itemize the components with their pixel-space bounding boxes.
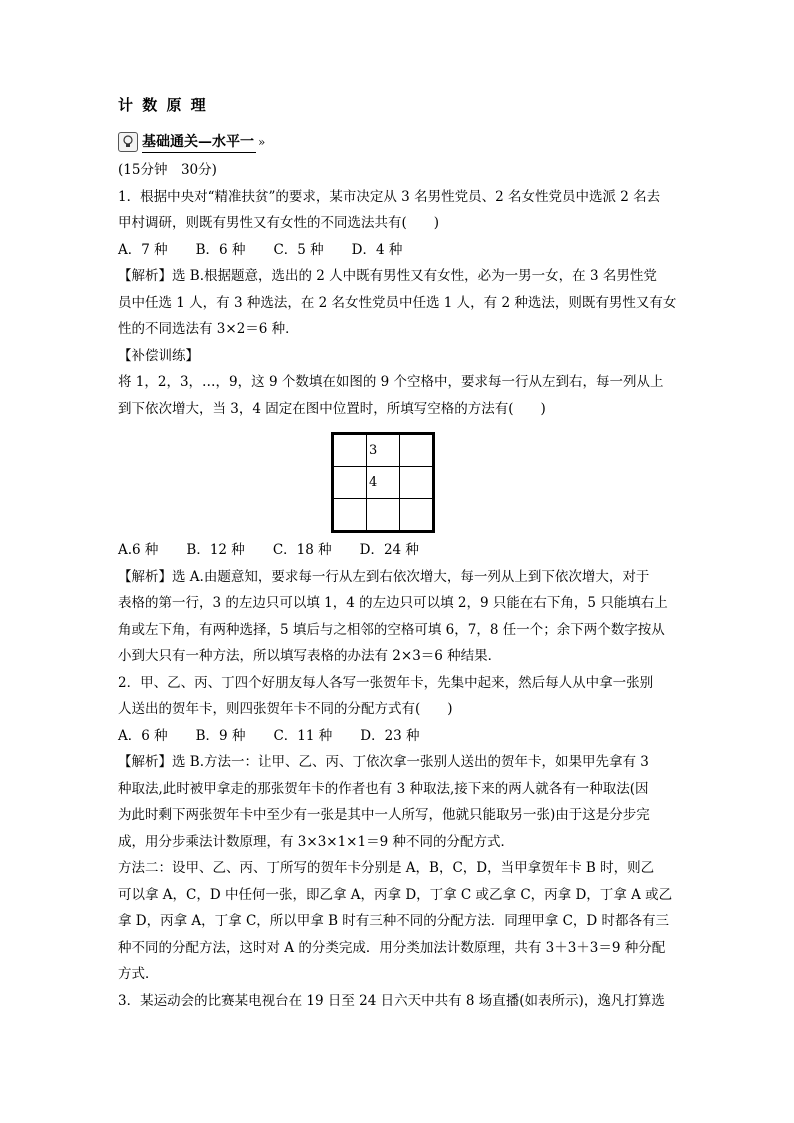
page-title: 计 数 原 理 <box>118 96 208 114</box>
number-grid <box>331 432 435 533</box>
option-b: B．12 种 <box>186 542 245 558</box>
q2-line-2: 人送出的贺年卡，则四张贺年卡不同的分配方式有( ) <box>118 701 453 717</box>
grid-cell <box>400 499 434 532</box>
bonus-line-1: 将 1，2，3，…，9，这 9 个数填在如图的 9 个空格中，要求每一行从左到右，每一列从上 <box>118 374 664 390</box>
q1-line-1: 1．根据中央对“精准扶贫”的要求，某市决定从 3 名男性党员、2 名女性党员中选派 2 名去 <box>118 188 661 205</box>
q3-line-1: 3．某运动会的比赛某电视台在 19 日至 24 日六天中共有 8 场直播(如表所示)，逸凡打算选 <box>118 992 665 1009</box>
grid-cell <box>367 499 400 532</box>
option-a: A．6 种 <box>118 727 168 744</box>
bonus-line-2: 到下依次增大，当 3，4 固定在图中位置时，所填写空格的方法有( ) <box>118 400 546 417</box>
q2-solution-1: 【解析】选 B.方法一：让甲、乙、丙、丁依次拿一张别人送出的贺年卡，如果甲先拿有 3 <box>118 754 649 770</box>
option-c: C．5 种 <box>273 241 324 258</box>
option-d: D．24 种 <box>359 542 419 558</box>
grid-cell: 3 <box>367 434 400 467</box>
q1-options <box>118 237 678 264</box>
lightbulb-icon <box>118 132 138 152</box>
option-d: D．4 种 <box>351 241 403 258</box>
q2-line-1: 2．甲、乙、丙、丁四个好朋友每人各写一张贺年卡，先集中起来，然后每人从中拿一张别 <box>118 674 654 691</box>
q1-solution-2: 员中任选 1 人，有 3 种选法，在 2 名女性党员中任选 1 人，有 2 种选法，则既有男性又有女 <box>118 294 677 311</box>
q2-solution-9: 方式． <box>118 966 159 982</box>
grid-cell <box>333 467 367 499</box>
section-header <box>118 131 678 153</box>
q1-solution-1: 【解析】选 B.根据题意，选出的 2 人中既有男性又有女性，必为一男一女，在 3 名男性党 <box>118 268 657 284</box>
option-c: C．11 种 <box>273 727 333 744</box>
q2-options <box>118 723 678 750</box>
q2-solution-6: 可以拿 A，C，D 中任何一张，即乙拿 A，丙拿 D，丁拿 C 或乙拿 C，丙拿 D，丁拿 A 或乙 <box>118 886 673 903</box>
number-grid-figure <box>88 422 678 537</box>
q2-solution-3: 为此时剩下两张贺年卡中至少有一张是其中一人所写，他就只能取另一张)由于这是分步完 <box>118 807 650 823</box>
grid-cell <box>333 434 367 467</box>
q2-solution-8: 种不同的分配方法，这时对 A 的分类完成．用分类加法计数原理，共有 3＋3＋3＝9 种分配 <box>118 939 666 956</box>
option-b: B．9 种 <box>195 727 246 744</box>
q1-solution-3: 性的不同选法有 3×2＝6 种． <box>118 321 299 337</box>
bonus-options <box>118 537 678 564</box>
section-label: 基础通关—水平一 <box>142 131 256 153</box>
option-d: D．23 种 <box>360 727 420 744</box>
option-c: C．18 种 <box>272 542 332 558</box>
grid-cell: 4 <box>367 467 400 499</box>
grid-cell <box>333 499 367 532</box>
q2-solution-7: 拿 D，丙拿 A，丁拿 C，所以甲拿 B 时有三种不同的分配方法．同理甲拿 C，D 时都各有三 <box>118 913 670 929</box>
q2-solution-4: 成，用分步乘法计数原理，有 3×3×1×1＝9 种不同的分配方式． <box>118 833 514 850</box>
grid-cell <box>400 434 434 467</box>
q2-solution-5: 方法二：设甲、乙、丙、丁所写的贺年卡分别是 A，B，C，D，当甲拿贺年卡 B 时，则乙 <box>118 860 655 876</box>
option-a: A．7 种 <box>118 241 168 258</box>
bonus-solution-4: 小到大只有一种方法，所以填写表格的办法有 2×3＝6 种结果． <box>118 648 502 664</box>
bonus-solution-1: 【解析】选 A.由题意知，要求每一行从左到右依次增大，每一列从上到下依次增大，对于 <box>118 568 650 585</box>
time-score: (15分钟 30分) <box>118 162 217 178</box>
bonus-solution-3: 角或左下角，有两种选择，5 填后与之相邻的空格可填 6，7，8 任一个；余下两个数字按从 <box>118 621 665 638</box>
grid-cell <box>400 467 434 499</box>
option-a: A.6 种 <box>118 542 159 558</box>
bonus-heading: 【补偿训练】 <box>118 347 199 364</box>
q1-line-2: 甲村调研，则既有男性又有女性的不同选法共有( ) <box>118 215 440 231</box>
bonus-solution-2: 表格的第一行，3 的左边只可以填 1，4 的左边只可以填 2，9 只能在右下角，5 只能填右上 <box>118 595 668 611</box>
option-b: B．6 种 <box>195 241 246 258</box>
document-page <box>118 94 678 1014</box>
section-arrow: » <box>258 135 266 149</box>
q2-solution-2: 种取法,此时被甲拿走的那张贺年卡的作者也有 3 种取法,接下来的两人就各有一种取法(因 <box>118 780 649 797</box>
